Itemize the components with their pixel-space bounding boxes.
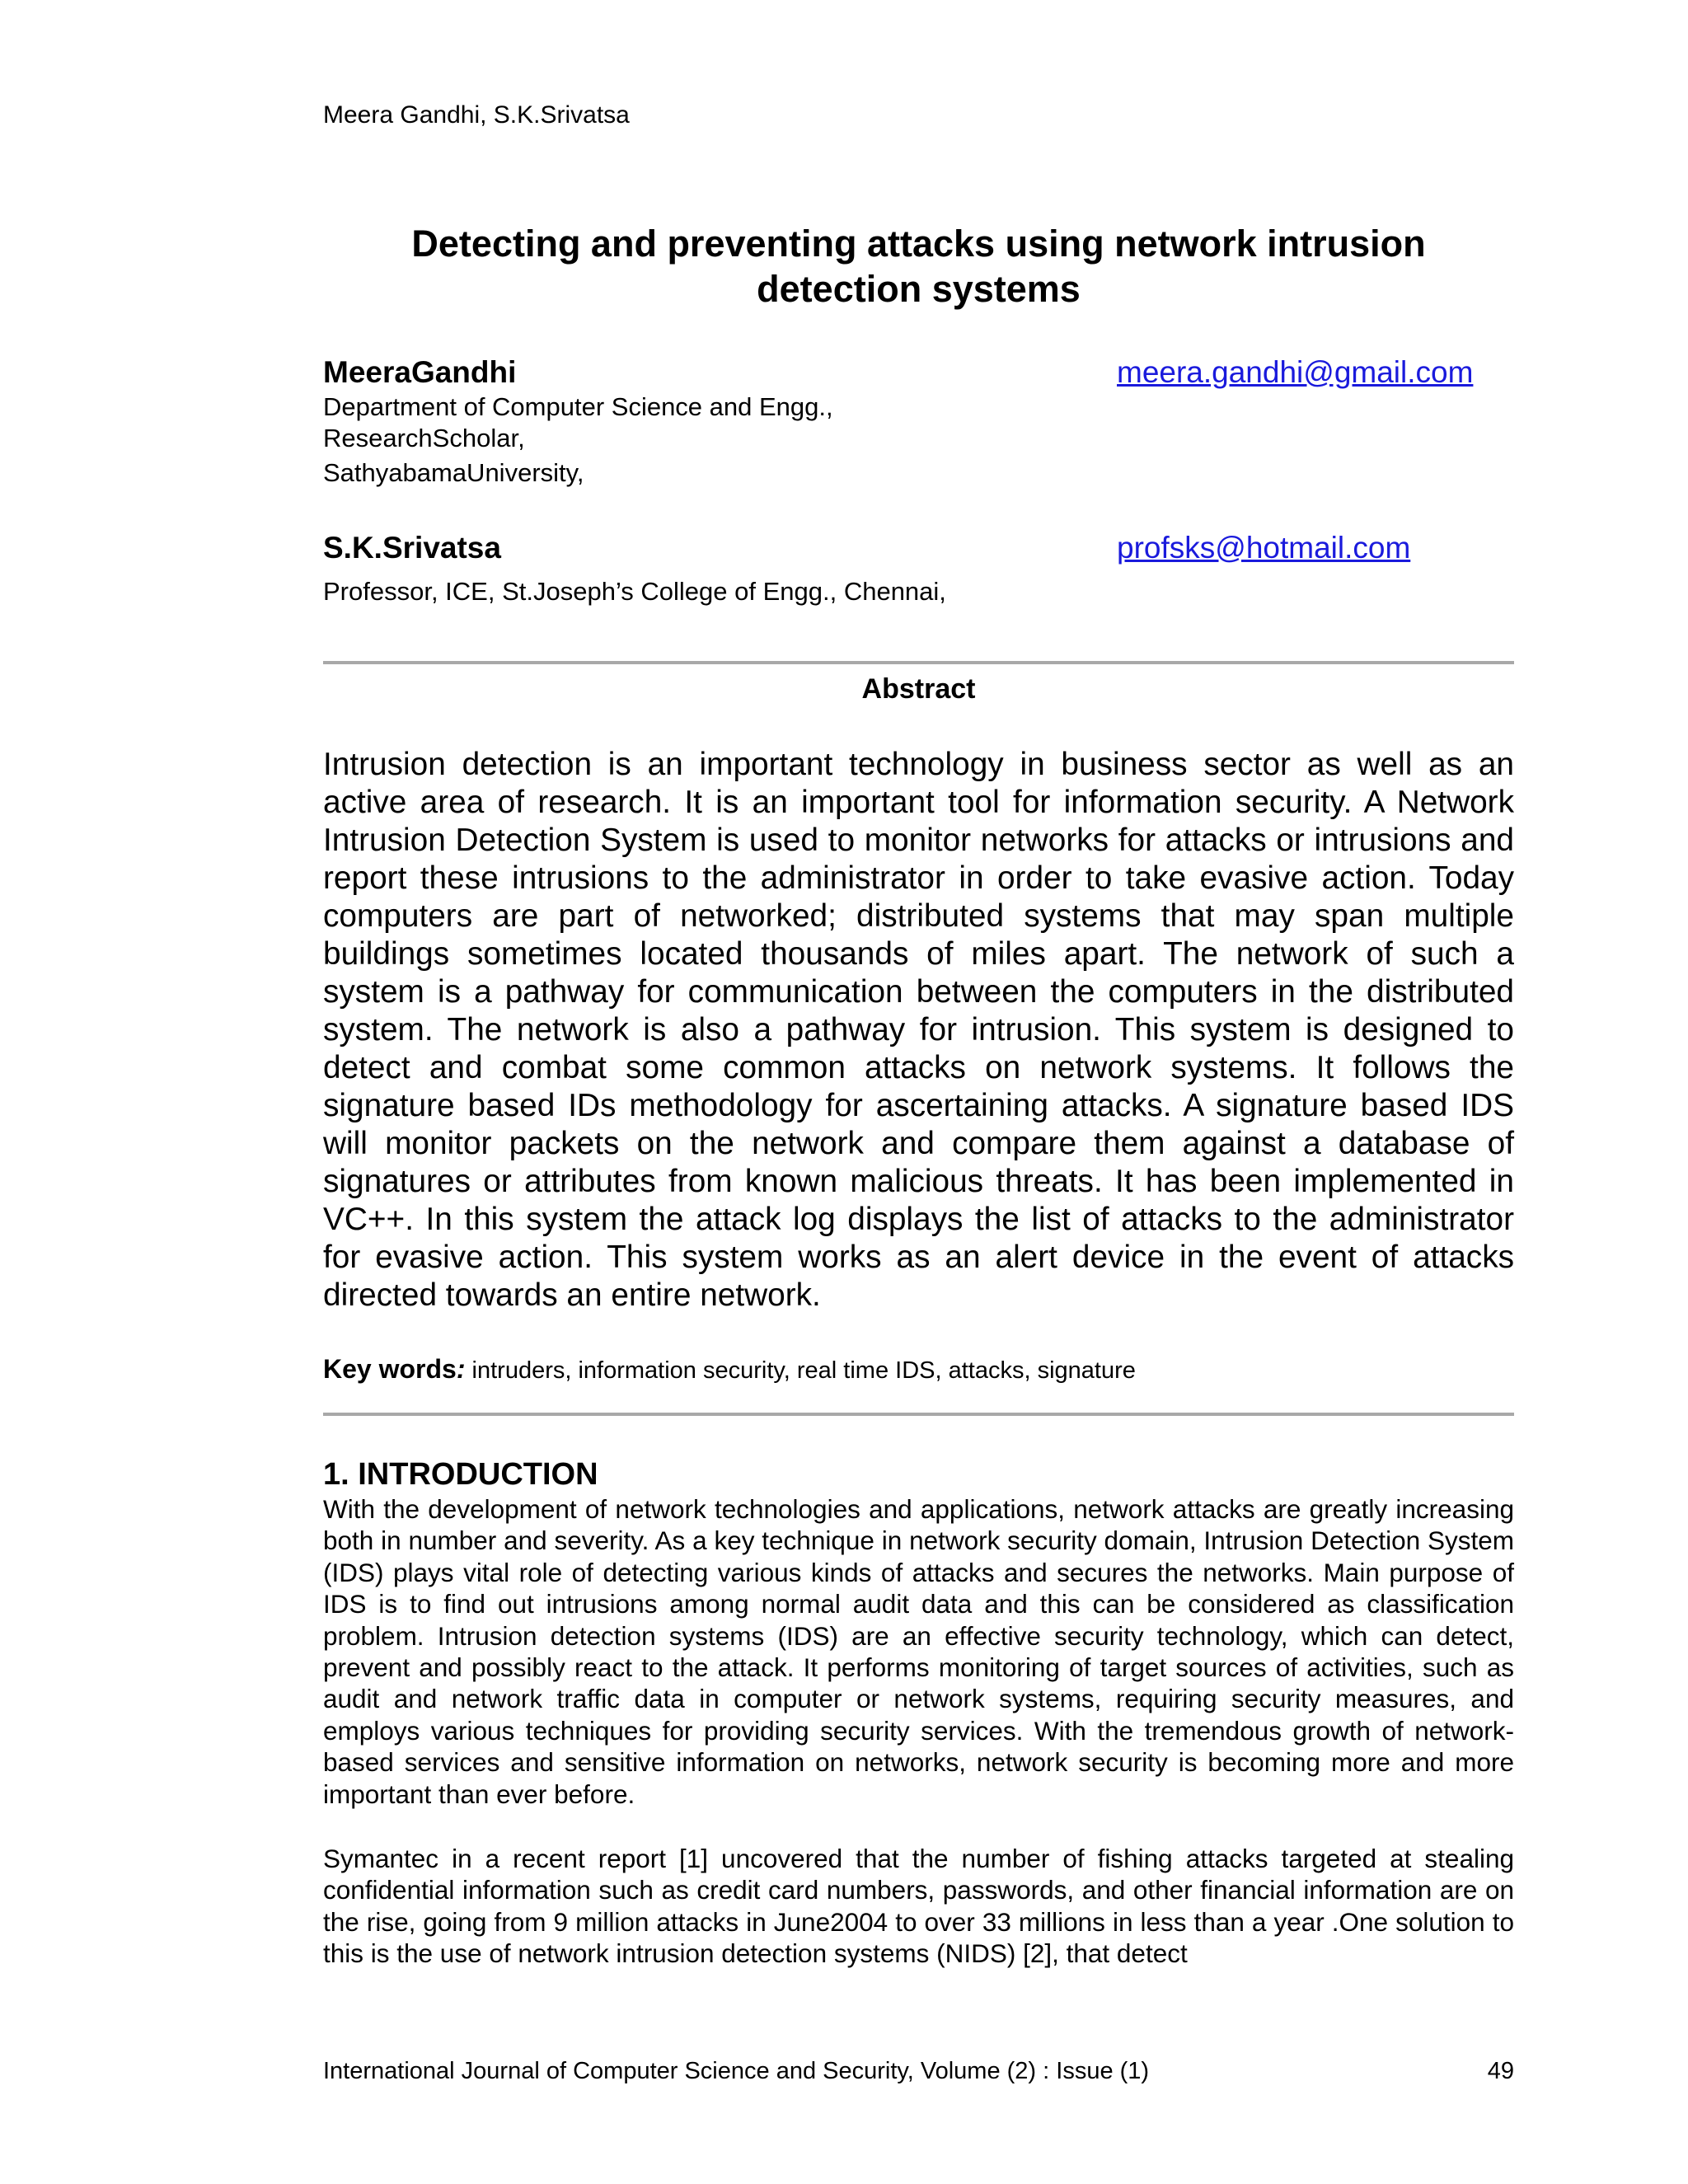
paper-title-line-2: detection systems <box>757 268 1081 310</box>
author-2-affiliation: Professor, ICE, St.Joseph’s College of Engg., Chennai, <box>323 577 946 606</box>
footer-journal-citation: International Journal of Computer Science and Security, Volume (2) : Issue (1) <box>323 2058 1150 2084</box>
author-1-name: MeeraGandhi <box>323 355 517 389</box>
author-1-email-link[interactable]: meera.gandhi@gmail.com <box>1117 355 1474 389</box>
keywords-colon: : <box>456 1354 466 1384</box>
author-1-university: SathyabamaUniversity, <box>323 458 584 487</box>
author-1-role: ResearchScholar, <box>323 424 525 452</box>
keywords-label: Key words <box>323 1354 457 1384</box>
paper-title-line-1: Detecting and preventing attacks using network intrusion <box>411 223 1426 265</box>
introduction-paragraph-1: With the development of network technologies and applications, network attacks are greatly increasing both in number and severity. As a key technique in network security domain, Intrusion Detection System (IDS) plays vital role of detecting various kinds of attacks and secures the networks. Main purpose of IDS is to find out intrusions among normal audit data and this can be considered as classification problem. Intrusion detection systems (IDS) are an effective security technology, which can detect, prevent and possibly react to the attack. It performs monitoring of target sources of activities, such as audit and network traffic data in computer or network systems, requiring security measures, and employs various techniques for providing security services. With the tremendous growth of network-based services and sensitive information on networks, network security is becoming more and more important than ever before. <box>323 1494 1514 1809</box>
introduction-paragraph-2: Symantec in a recent report [1] uncovered that the number of fishing attacks targeted at stealing confidential information such as credit card numbers, passwords, and other financial information are on the rise, going from 9 million attacks in June2004 to over 33 millions in less than a year .One solution to this is the use of network intrusion detection systems (NIDS) [2], that detect <box>323 1844 1514 1969</box>
author-1-department: Department of Computer Science and Engg., <box>323 392 833 421</box>
running-head: Meera Gandhi, S.K.Srivatsa <box>323 101 630 129</box>
divider-top <box>323 661 1514 664</box>
footer-page-number: 49 <box>1487 2058 1514 2084</box>
author-2-name: S.K.Srivatsa <box>323 531 501 565</box>
abstract-heading: Abstract <box>861 673 976 705</box>
keywords <box>323 1353 1136 1386</box>
keywords-list: intruders, information security, real time IDS, attacks, signature <box>465 1357 1136 1384</box>
divider-bottom <box>323 1413 1514 1416</box>
author-2-email-link[interactable]: profsks@hotmail.com <box>1117 531 1411 565</box>
abstract-text: Intrusion detection is an important technology in business sector as well as an active area of research. It is an important tool for information security. A Network Intrusion Detection System is used to monitor networks for attacks or intrusions and report these intrusions to the administrator in order to take evasive action. Today computers are part of networked; distributed systems that may span multiple buildings sometimes located thousands of miles apart. The network of such a system is a pathway for communication between the computers in the distributed system. The network is also a pathway for intrusion. This system is designed to detect and combat some common attacks on network systems. It follows the signature based IDs methodology for ascertaining attacks. A signature based IDS will monitor packets on the network and compare them against a database of signatures or attributes from known malicious threats. It has been implemented in VC++. In this system the attack log displays the list of attacks to the administrator for evasive action. This system works as an alert device in the event of attacks directed towards an entire network. <box>323 747 1514 1313</box>
section-heading-introduction: 1. INTRODUCTION <box>323 1457 598 1492</box>
paper-title <box>323 221 1514 312</box>
